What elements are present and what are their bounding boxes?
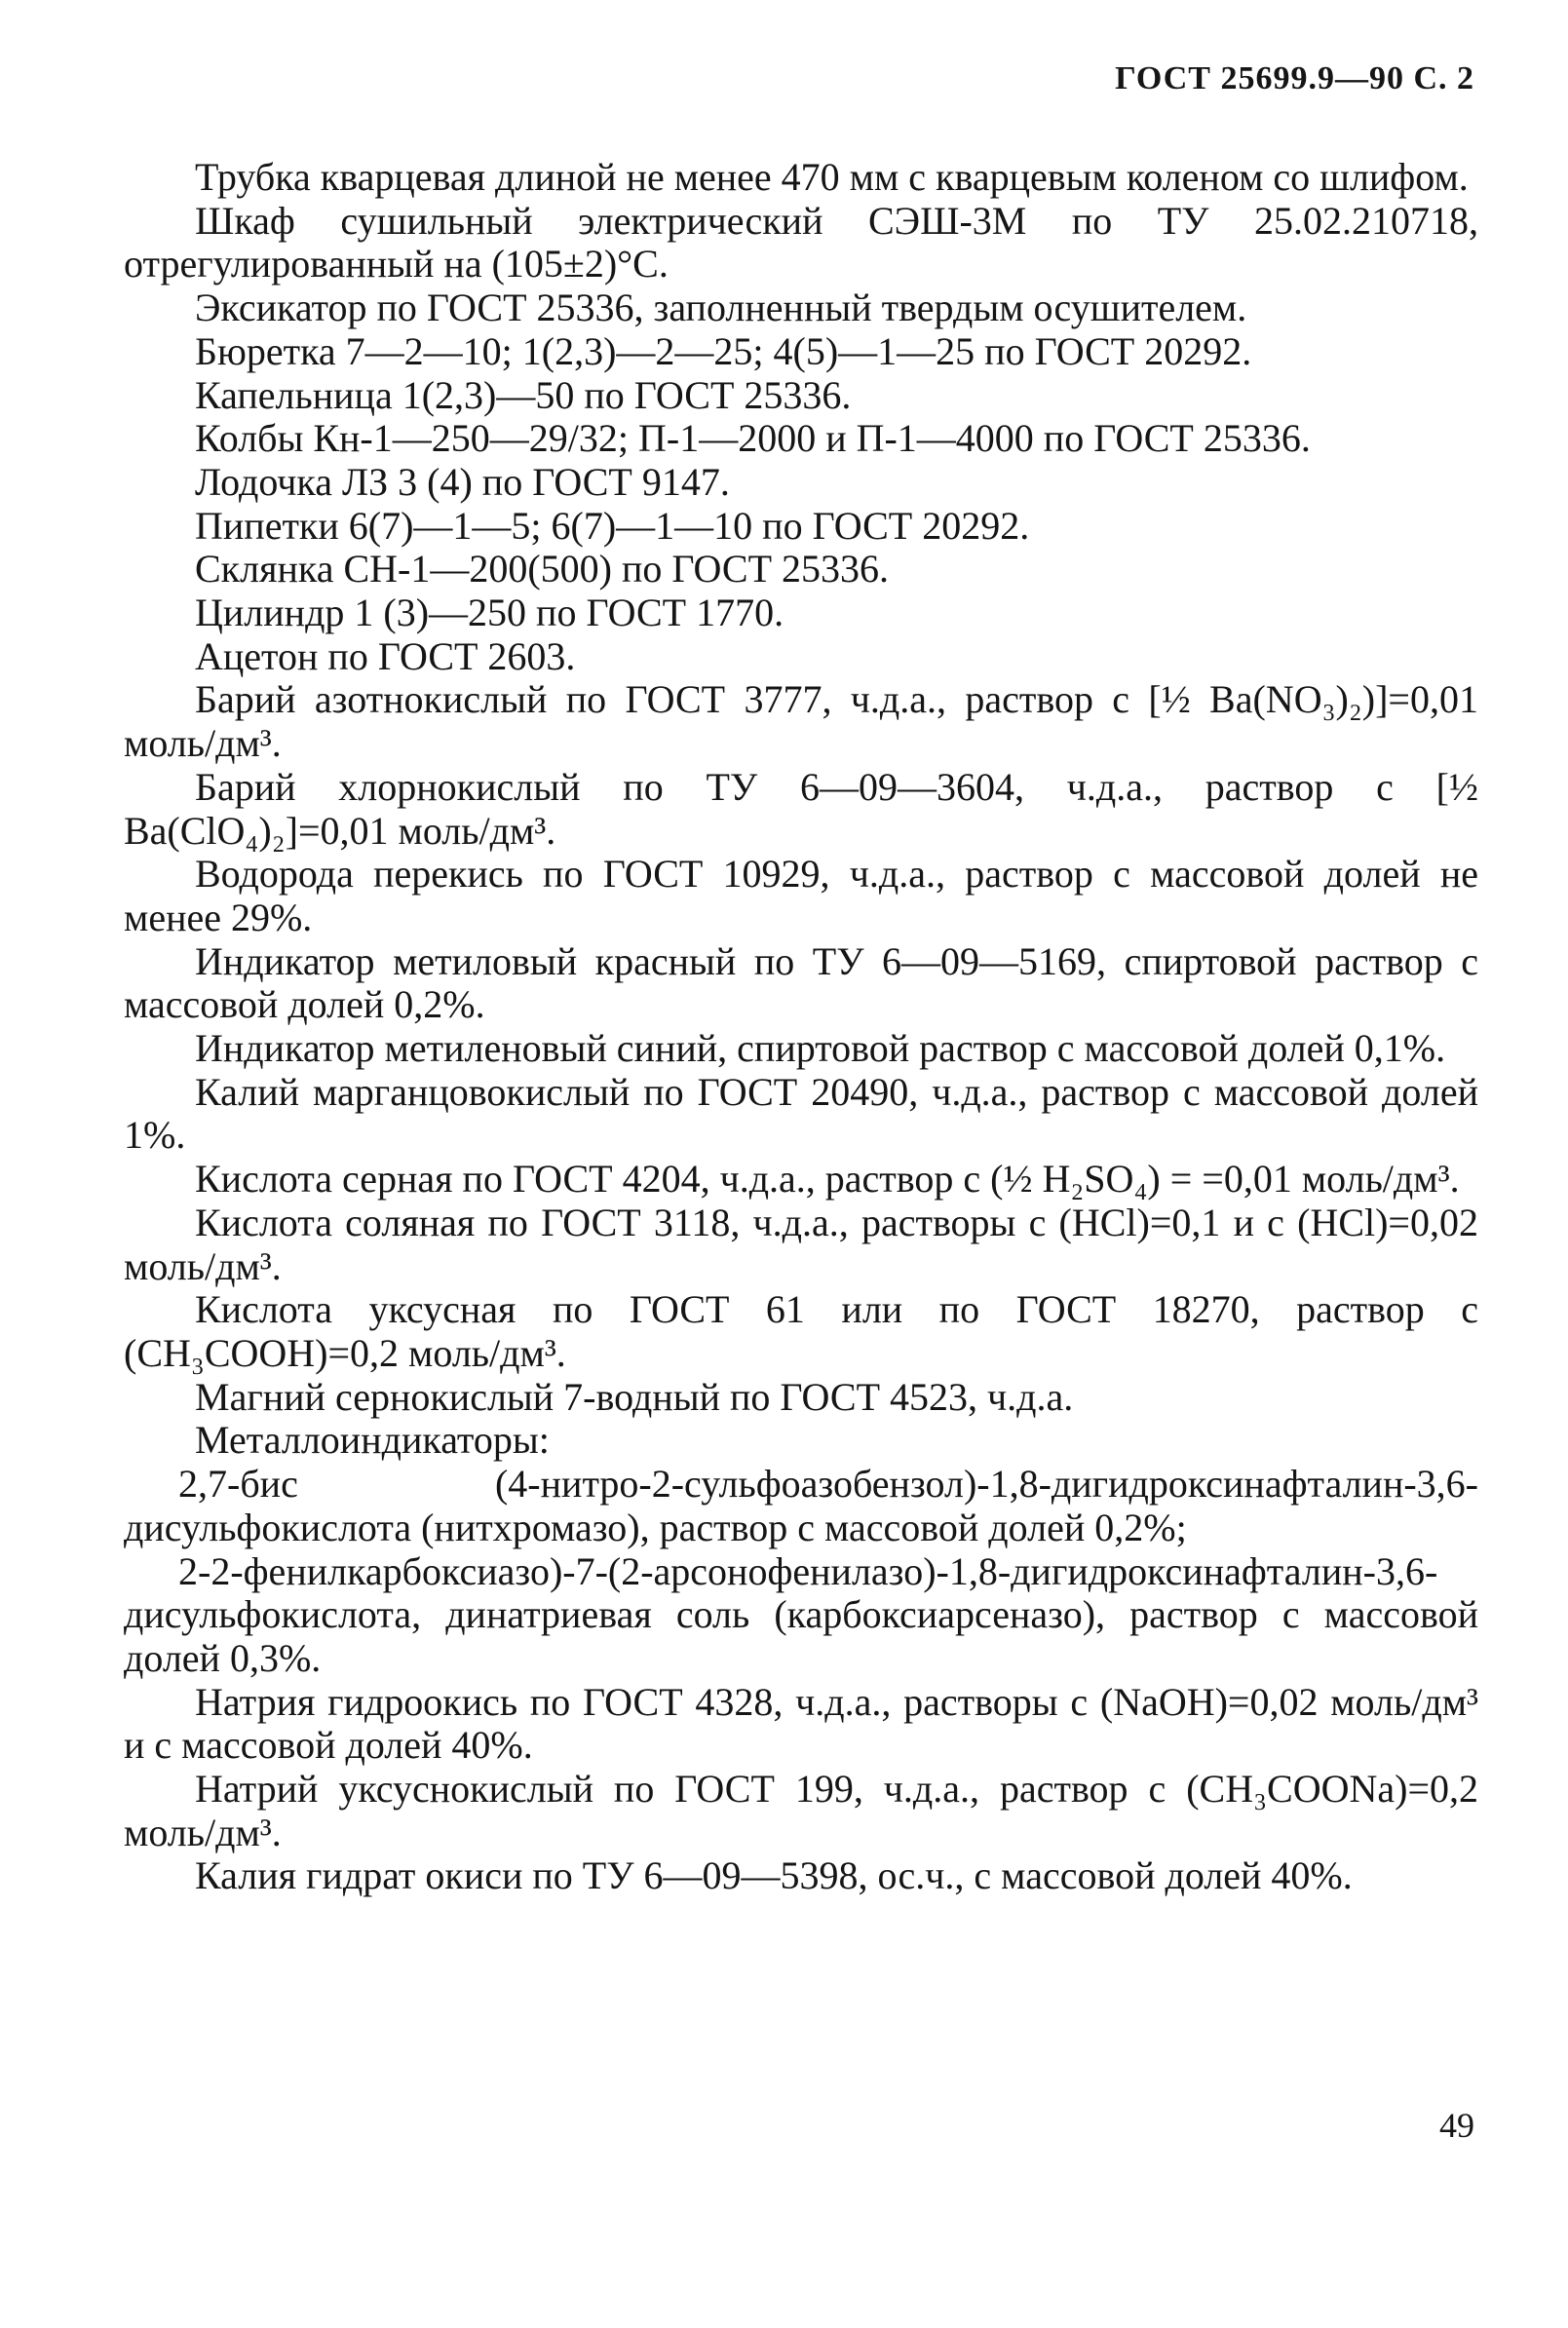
paragraph-potassium-hydroxide: Калия гидрат окиси по ТУ 6—09—5398, ос.ч., с массовой долей 40%. xyxy=(195,1853,1353,1898)
paragraph-flasks: Колбы Кн-1—250—29/32; П-1—2000 и П-1—4000 по ГОСТ 25336. xyxy=(195,416,1311,461)
paragraph-sulfuric-acid: Кислота серная по ГОСТ 4204, ч.д.а., раствор с (½ H₂SO₄) = =0,01 моль/дм³. xyxy=(195,1157,1460,1202)
document-body xyxy=(124,156,1478,1898)
paragraph-pipettes: Пипетки 6(7)—1—5; 6(7)—1—10 по ГОСТ 20292. xyxy=(195,503,1030,548)
paragraph-methyl-red: Индикатор метиловый красный по ТУ 6—09—5169, спиртовой раствор с массовой долей 0,2%. xyxy=(124,938,1478,1027)
paragraph-dropper: Капельница 1(2,3)—50 по ГОСТ 25336. xyxy=(195,372,852,417)
paragraph-hydrochloric-acid: Кислота соляная по ГОСТ 3118, ч.д.а., растворы с (HCl)=0,1 и с (HCl)=0,02 моль/дм³. xyxy=(124,1200,1478,1288)
paragraph-acetic-acid: Кислота уксусная по ГОСТ 61 или по ГОСТ 18270, раствор с (CH₃COOH)=0,2 моль/дм³. xyxy=(124,1287,1478,1375)
page-number: 49 xyxy=(1439,2106,1474,2145)
paragraph-nitchromazo: 2,7-бис (4-нитро-2-сульфоазобензол)-1,8-дигидроксинафталин-3,6-дисульфокислота (нитхромазо), раствор с массовой долей 0,2%; xyxy=(124,1462,1478,1549)
paragraph-barium-perchlorate: Барий хлорнокислый по ТУ 6—09—3604, ч.д.а., раствор с [½ Ba(ClO₄)₂]=0,01 моль/дм³. xyxy=(124,764,1478,853)
paragraph-methylene-blue: Индикатор метиленовый синий, спиртовой раствор с массовой долей 0,1%. xyxy=(195,1026,1446,1071)
paragraph-sodium-hydroxide: Натрия гидроокись по ГОСТ 4328, ч.д.а., растворы с (NaOH)=0,02 моль/дм³ и с массовой долей 40%. xyxy=(124,1679,1478,1768)
paragraph-potassium-permanganate: Калий марганцовокислый по ГОСТ 20490, ч.д.а., раствор с массовой долей 1%. xyxy=(124,1069,1478,1158)
paragraph-desiccator: Эксикатор по ГОСТ 25336, заполненный твердым осушителем. xyxy=(195,286,1247,330)
paragraph-carboxyarsenazo: 2-2-фенилкарбоксиазо)-7-(2-арсонофенилазо)-1,8-дигидроксинафталин-3,6-дисульфокислота, динатриевая соль (карбоксиарсеназо), раствор с массовой долей 0,3%. xyxy=(124,1548,1478,1680)
paragraph-boat: Лодочка ЛЗ 3 (4) по ГОСТ 9147. xyxy=(195,459,730,504)
paragraph-metal-indicators: Металлоиндикаторы: xyxy=(195,1418,550,1463)
paragraph-cylinder: Цилиндр 1 (3)—250 по ГОСТ 1770. xyxy=(195,591,784,635)
paragraph-drying-cabinet: Шкаф сушильный электрический СЭШ-3М по ТУ 25.02.210718, отрегулированный на (105±2)°С. xyxy=(124,198,1478,286)
paragraph-hydrogen-peroxide: Водорода перекись по ГОСТ 10929, ч.д.а., раствор с массовой долей не менее 29%. xyxy=(124,852,1478,939)
page-header: ГОСТ 25699.9—90 С. 2 xyxy=(1115,60,1474,96)
paragraph-quartz-tube: Трубка кварцевая длиной не менее 470 мм с кварцевым коленом со шлифом. xyxy=(195,155,1469,199)
paragraph-magnesium-sulfate: Магний сернокислый 7-водный по ГОСТ 4523, ч.д.а. xyxy=(195,1374,1074,1419)
paragraph-burette: Бюретка 7—2—10; 1(2,3)—2—25; 4(5)—1—25 по ГОСТ 20292. xyxy=(195,328,1252,373)
paragraph-sodium-acetate: Натрий уксуснокислый по ГОСТ 199, ч.д.а., раствор с (CH₃COONa)=0,2 моль/дм³. xyxy=(124,1767,1478,1854)
paragraph-jar: Склянка СН-1—200(500) по ГОСТ 25336. xyxy=(195,547,890,592)
paragraph-barium-nitrate: Барий азотнокислый по ГОСТ 3777, ч.д.а., раствор с [½ Ba(NO₃)₂)]=0,01 моль/дм³. xyxy=(124,677,1478,766)
paragraph-acetone: Ацетон по ГОСТ 2603. xyxy=(195,633,576,678)
